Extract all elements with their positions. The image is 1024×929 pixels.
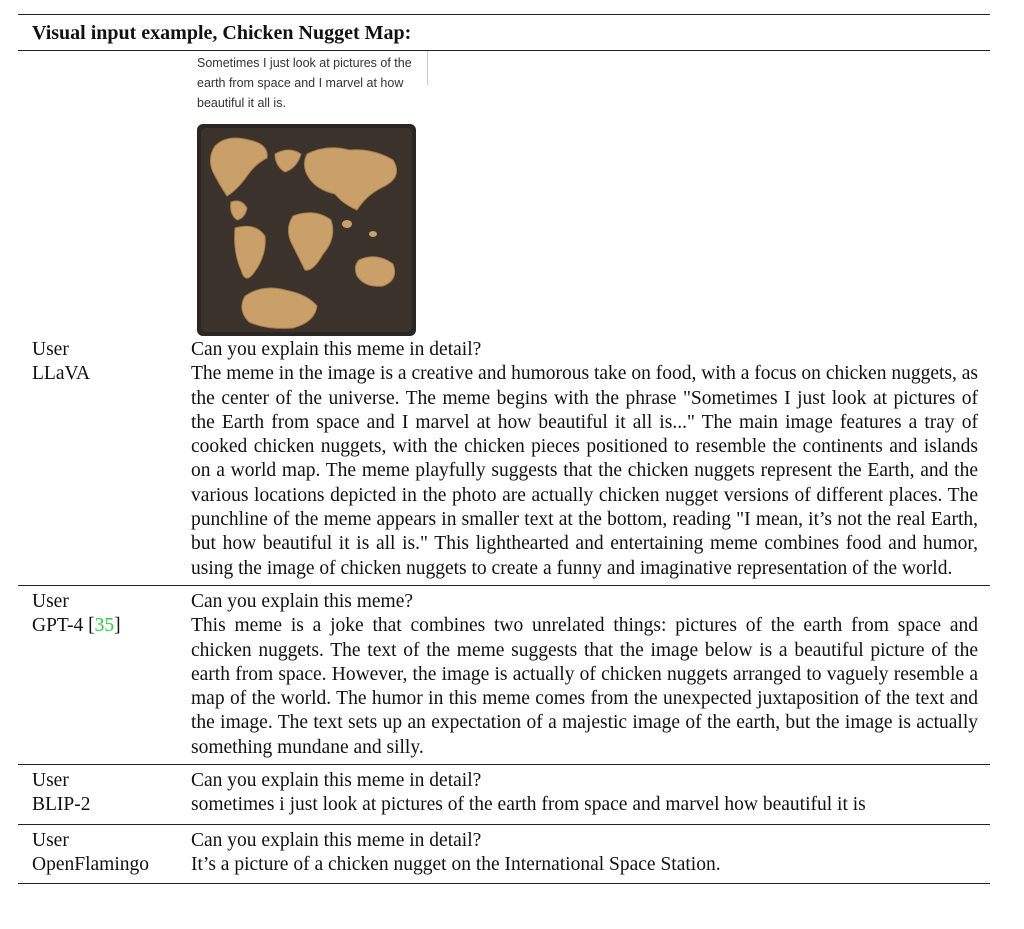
meme-caption: Sometimes I just look at pictures of the earth from space and I marvel at how beautiful it all is.	[197, 51, 424, 121]
citation-link[interactable]: 35	[94, 614, 115, 636]
answer-text: It’s a picture of a chicken nugget on the International Space Station.	[191, 853, 721, 875]
speaker-labels	[18, 338, 191, 581]
meme-image	[197, 51, 424, 338]
nugget-island	[369, 231, 377, 237]
question-text: Can you explain this meme?	[191, 590, 414, 612]
conversation	[191, 590, 990, 760]
user-label: User	[32, 770, 69, 792]
user-label: User	[32, 590, 69, 612]
question-text: Can you explain this meme in detail?	[191, 829, 482, 851]
model-label	[32, 614, 191, 638]
row-gpt4	[18, 586, 990, 764]
nugget-map-photo	[197, 124, 416, 336]
speaker-labels	[18, 769, 191, 818]
conversation	[191, 769, 990, 818]
speaker-labels	[18, 590, 191, 760]
user-label: User	[32, 829, 69, 851]
conversation	[191, 829, 990, 878]
model-name: GPT-4 [	[32, 614, 95, 636]
row-openflamingo	[18, 825, 990, 884]
question-text: Can you explain this meme in detail?	[191, 770, 482, 792]
row-blip2	[18, 765, 990, 824]
model-label: OpenFlamingo	[32, 853, 149, 875]
figure-title: Visual input example, Chicken Nugget Map:	[32, 22, 412, 44]
answer-text: This meme is a joke that combines two unrelated things: pictures of the earth from space and chicken nuggets. The text of the meme suggests that the image below is a beautiful picture of the earth from space. However, the image is actually of chicken nuggets arranged to vaguely resemble a map of the world. The humor in this meme comes from the unexpected juxtaposition of the text and the image. The text sets up an expectation of a majestic image of the earth, but the image is actually something mundane and silly.	[191, 615, 978, 758]
answer-text: sometimes i just look at pictures of the earth from space and marvel how beautiful it is	[191, 794, 866, 816]
conversation	[191, 338, 990, 581]
speaker-labels	[18, 829, 191, 878]
model-bracket: ]	[114, 614, 121, 636]
figure-table	[18, 14, 990, 884]
title-rule	[18, 50, 990, 51]
model-label: BLIP-2	[32, 794, 91, 816]
model-label: LLaVA	[32, 363, 91, 384]
answer-text: The meme in the image is a creative and humorous take on food, with a focus on chicken nuggets, as the center of the universe. The meme begins with the phrase "Sometimes I just look at pictures of the Earth from space and I marvel at how beautiful it all is..." The main image features a tray of cooked chicken nuggets, with the chicken pieces positioned to resemble the continents and islands on a world map. The meme playfully suggests that the chicken nuggets represent the Earth, and the various locations depicted in the photo are actually chicken nugget versions of different places. The punchline of the meme appears in smaller text at the bottom, reading "I mean, it’s not the real Earth, but how beautiful it is all is." This lighthearted and entertaining meme combines food and humor, using the image of chicken nuggets to create a funny and imaginative representation of the world.	[191, 363, 978, 579]
bottom-rule	[18, 883, 990, 884]
nugget-island	[342, 220, 352, 228]
row-llava	[18, 338, 990, 585]
question-text: Can you explain this meme in detail?	[191, 339, 482, 360]
user-label: User	[32, 339, 69, 360]
